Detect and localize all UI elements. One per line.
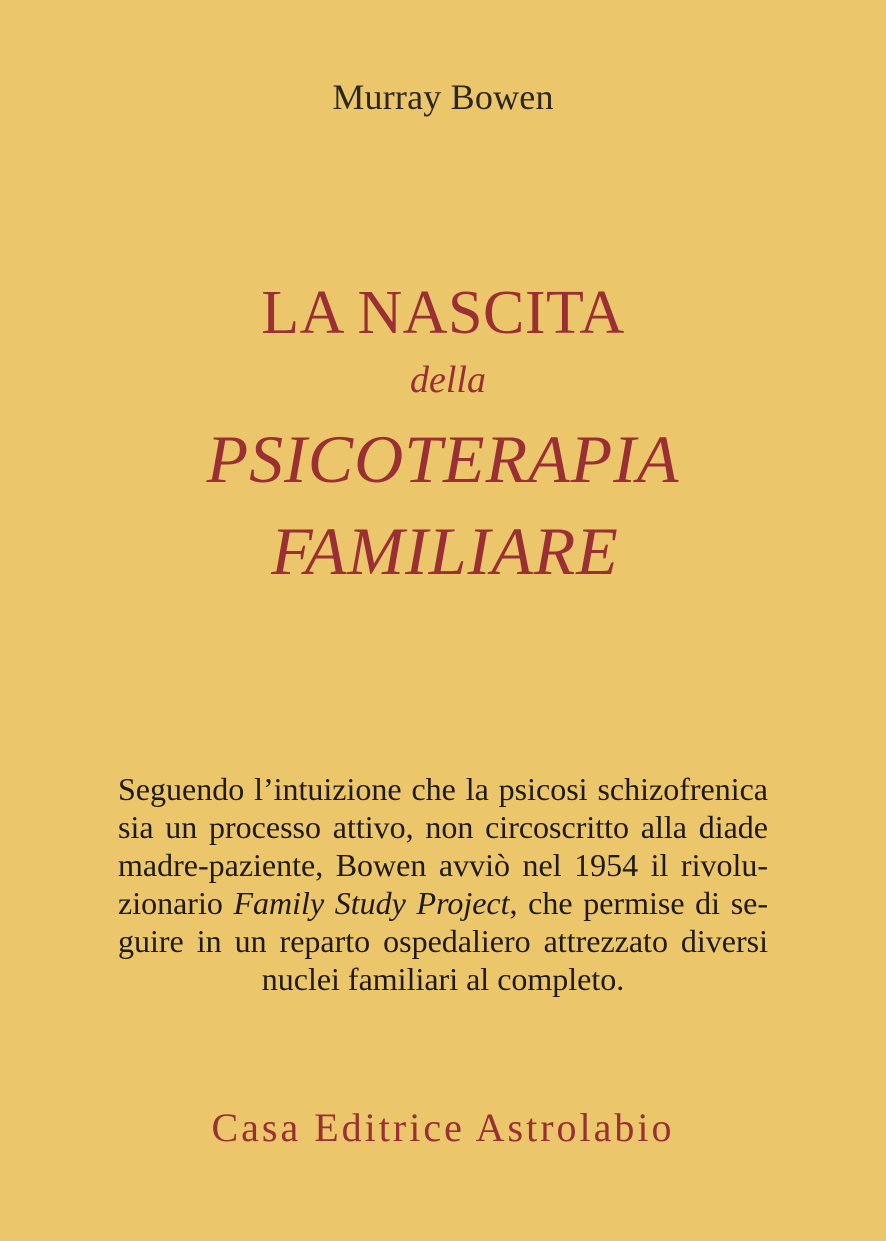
blurb-line-2: sia un processo attivo, non circoscritto alla diade [118,809,768,845]
title-line-3: PSICOTERAPIA [206,421,680,497]
blurb-line-1: Seguendo l’intuizione che la psicosi schizofrenica [118,771,768,807]
title-line-1: LA NASCITA [261,279,625,347]
blurb-line-4 [118,884,768,922]
blurb-line-4-post: , che permise di se- [509,885,769,921]
title-line-2: della [410,359,486,401]
publisher-name: Casa Editrice Astrolabio [211,1105,675,1150]
blurb-line-4-pre: zionario [118,885,234,921]
blurb-paragraph [118,770,768,998]
title-line-4: FAMILIARE [271,513,619,589]
blurb-line-6: nuclei familiari al completo. [261,961,625,997]
project-name: Family Study Project [233,885,510,921]
author-name: Murray Bowen [332,77,554,117]
blurb-line-5: guire in un reparto ospedaliero attrezzato diversi [118,923,768,959]
blurb-line-3: madre-paziente, Bowen avviò nel 1954 il rivolu- [118,847,768,883]
